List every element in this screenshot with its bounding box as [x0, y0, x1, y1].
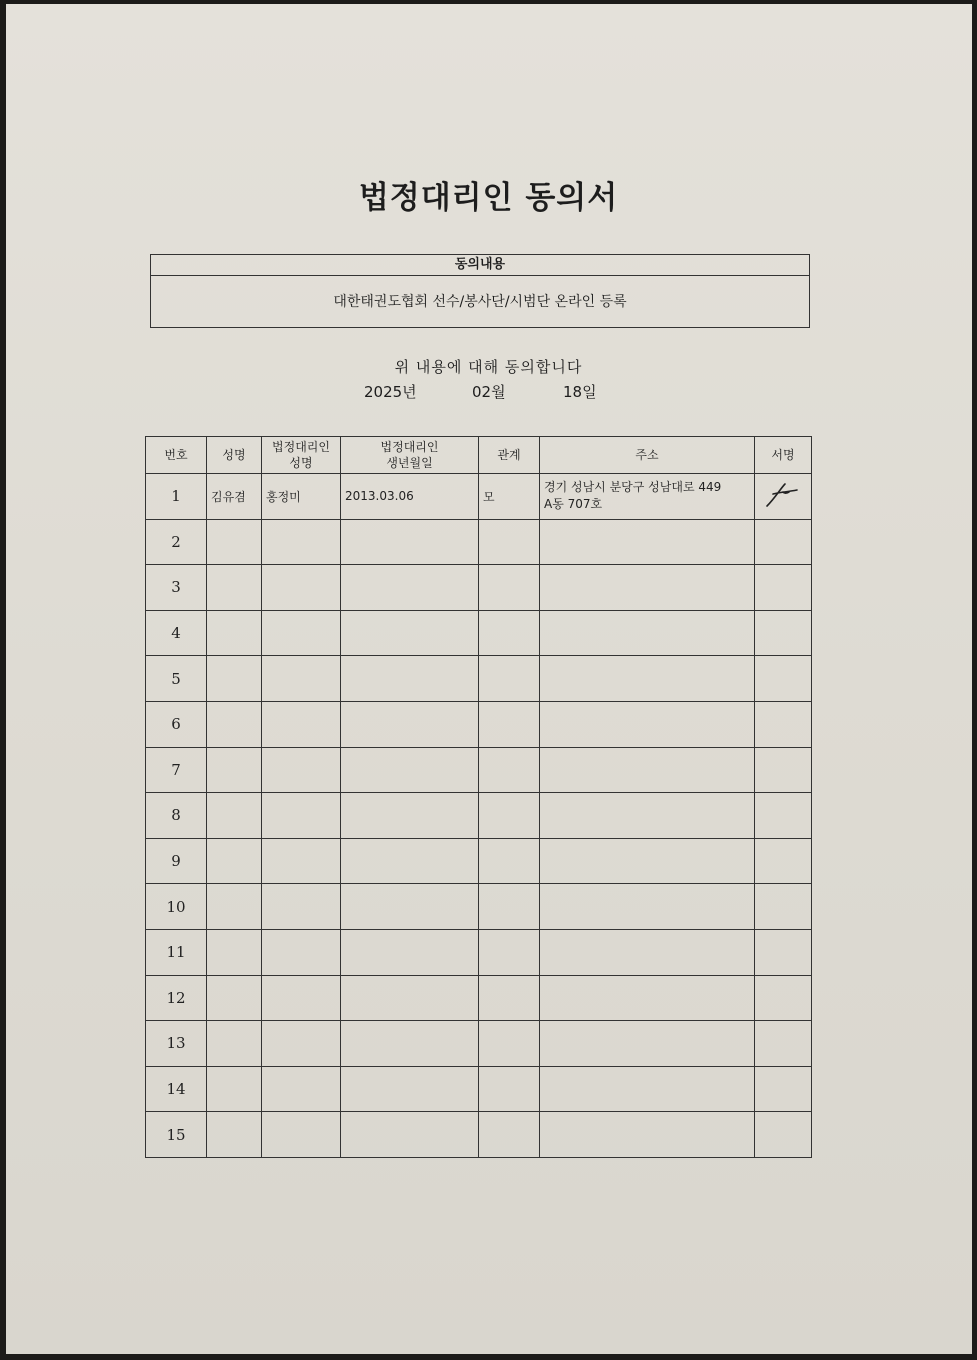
row-number: 6: [146, 701, 207, 747]
table-row: [146, 975, 812, 1021]
row-number: 12: [146, 975, 207, 1021]
table-row: [146, 884, 812, 930]
row-number: 7: [146, 747, 207, 793]
table-row: [146, 838, 812, 884]
header-address: 주소: [540, 437, 755, 474]
table-row: [146, 793, 812, 839]
table-row: [146, 610, 812, 656]
row-number: 9: [146, 838, 207, 884]
row-guardian-name: 홍정미: [262, 474, 341, 520]
header-guardian-name: [262, 437, 341, 474]
row-number: 13: [146, 1021, 207, 1067]
row-address-line1: 경기 성남시 분당구 성남대로 449: [544, 480, 722, 495]
table-row: [146, 747, 812, 793]
header-guardian-birth-line1: 법정대리인: [380, 440, 439, 454]
table-row: [146, 929, 812, 975]
row-relation: 모: [479, 474, 540, 520]
header-signature: 서명: [755, 437, 812, 474]
row-address: [540, 474, 755, 520]
header-guardian-birth: [341, 437, 479, 474]
table-row: [146, 1021, 812, 1067]
row-number: 8: [146, 793, 207, 839]
table-row: [146, 519, 812, 565]
table-row: [146, 1112, 812, 1158]
document-title: 법정대리인 동의서: [358, 180, 619, 216]
agreement-text: 위 내용에 대해 동의합니다: [394, 358, 583, 376]
header-guardian-birth-line2: 생년월일: [386, 456, 433, 470]
consent-header: 동의내용: [151, 255, 809, 276]
date-month: 02월: [472, 383, 506, 401]
row-number: 5: [146, 656, 207, 702]
row-number: 10: [146, 884, 207, 930]
header-no: 번호: [146, 437, 207, 474]
row-signature: [755, 474, 812, 520]
table-row: [146, 1066, 812, 1112]
registration-table: [145, 436, 812, 1158]
header-guardian-name-line1: 법정대리인: [272, 440, 330, 454]
date-day: 18일: [563, 383, 597, 401]
date-year: 2025년: [364, 383, 417, 401]
consent-box: [150, 254, 810, 328]
table-row: [146, 701, 812, 747]
row-number: 4: [146, 610, 207, 656]
consent-content: 대한태권도협회 선수/봉사단/시범단 온라인 등록: [333, 294, 627, 310]
table-row: [146, 565, 812, 611]
row-number: 1: [146, 474, 207, 520]
handwritten-signature-icon: [763, 480, 803, 510]
row-number: 15: [146, 1112, 207, 1158]
table-row: [146, 474, 812, 520]
header-name: 성명: [207, 437, 262, 474]
table-header-row: [146, 437, 812, 474]
row-number: 11: [146, 929, 207, 975]
header-guardian-name-line2: 성명: [289, 456, 313, 470]
table-row: [146, 656, 812, 702]
header-relation: 관계: [479, 437, 540, 474]
row-address-line2: A동 707호: [544, 497, 603, 512]
row-name: 김유겸: [207, 474, 262, 520]
row-guardian-birth: 2013.03.06: [341, 474, 479, 520]
row-number: 3: [146, 565, 207, 611]
row-number: 14: [146, 1066, 207, 1112]
row-number: 2: [146, 519, 207, 565]
